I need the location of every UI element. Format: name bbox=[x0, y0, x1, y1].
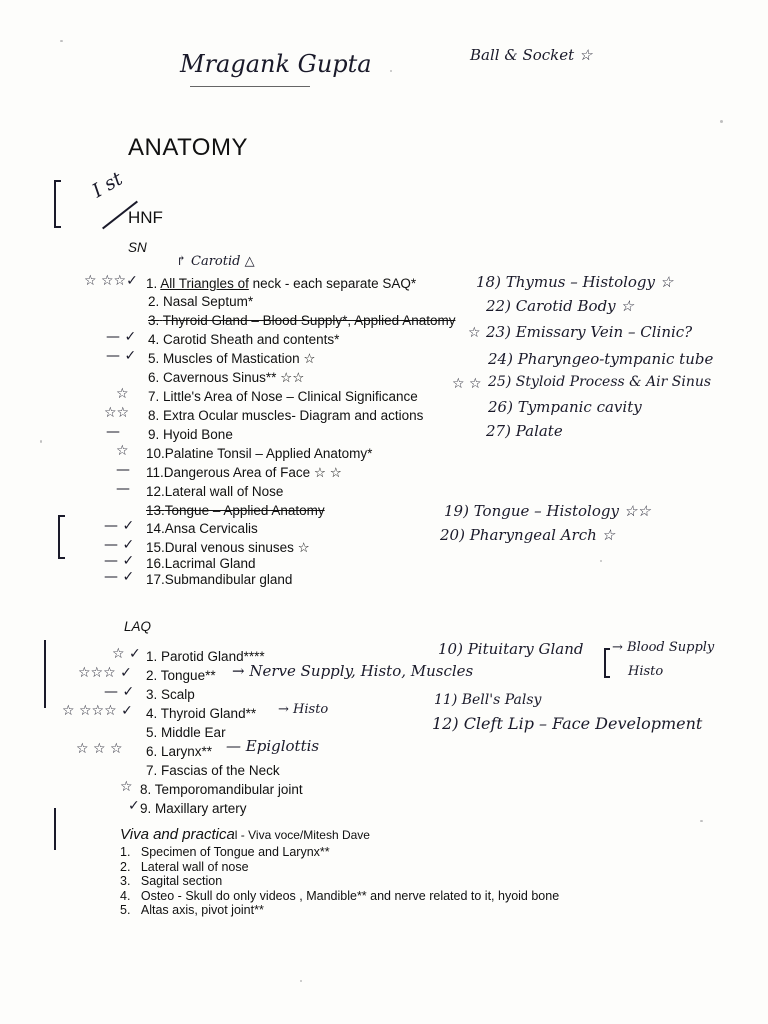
laq-item-number: 8. bbox=[140, 782, 152, 797]
hand-note-18: 18) Thymus – Histology ☆ bbox=[476, 273, 674, 291]
laq-item-4-note: → Histo bbox=[278, 702, 329, 717]
laq-item-8-marks: ☆ bbox=[120, 779, 133, 795]
sn-item-12 bbox=[146, 484, 283, 499]
sn-item-number: 17. bbox=[146, 572, 165, 587]
laq-item-8 bbox=[140, 782, 303, 797]
sn-item-number: 14. bbox=[146, 521, 165, 536]
paper-speck bbox=[700, 820, 703, 822]
paper-speck bbox=[600, 560, 602, 562]
laq-item-number: 7. bbox=[146, 763, 158, 778]
laq-item-7 bbox=[146, 763, 280, 778]
viva-item-text: Sagital section bbox=[140, 874, 223, 888]
viva-item-number: 4. bbox=[120, 889, 131, 903]
sn-item-number: 10. bbox=[146, 446, 165, 461]
page-title: ANATOMY bbox=[128, 134, 248, 161]
hand-note-19: 19) Tongue – Histology ☆☆ bbox=[444, 502, 651, 520]
sn-item-text: Little's Area of Nose – Clinical Significance bbox=[163, 389, 418, 404]
laq-item-text: Parotid Gland**** bbox=[161, 649, 265, 664]
sn-item-4-marks: — ✓ bbox=[106, 329, 137, 345]
sn-item-text: Palatine Tonsil – Applied Anatomy* bbox=[164, 446, 373, 461]
subject-heading: HNF bbox=[128, 208, 163, 227]
sn-item-7-marks: ☆ bbox=[116, 386, 129, 402]
sn-item-text: Lateral wall of Nose bbox=[164, 484, 284, 499]
sn-item-rest: neck - each separate SAQ* bbox=[248, 276, 417, 291]
sn-item-number: 9. bbox=[148, 427, 160, 442]
hand-note-23: 23) Emissary Vein – Clinic? bbox=[486, 323, 693, 341]
sn-item-12-marks: — bbox=[116, 481, 130, 497]
laq-item-number: 4. bbox=[146, 706, 158, 721]
hand-note-10-histo: Histo bbox=[628, 664, 664, 679]
sn-item-number: 12. bbox=[146, 484, 165, 499]
sn-item-7 bbox=[148, 389, 418, 404]
sn-item-text: Extra Ocular muscles- Diagram and actions bbox=[163, 408, 424, 423]
laq-item-4 bbox=[146, 706, 256, 721]
sn-item-text: Carotid Sheath and contents* bbox=[163, 332, 340, 347]
top-right-note: Ball & Socket ☆ bbox=[470, 46, 593, 64]
hand-note-22: 22) Carotid Body ☆ bbox=[486, 297, 634, 315]
laq-item-text: Temporomandibular joint bbox=[154, 782, 303, 797]
laq-item-2-note: → Nerve Supply, Histo, Muscles bbox=[232, 662, 474, 680]
hand-note-20: 20) Pharyngeal Arch ☆ bbox=[440, 526, 615, 544]
left-bracket bbox=[54, 808, 61, 850]
hand-mark-25: ☆ ☆ bbox=[452, 376, 482, 392]
carotid-note: ↱ Carotid △ bbox=[176, 254, 255, 269]
hand-note-26: 26) Tympanic cavity bbox=[488, 398, 642, 416]
laq-item-text: Scalp bbox=[161, 687, 195, 702]
viva-item-2 bbox=[120, 860, 249, 874]
hand-note-27: 27) Palate bbox=[486, 422, 563, 440]
sn-heading: SN bbox=[128, 240, 147, 255]
laq-item-2 bbox=[146, 668, 216, 683]
laq-item-text: Middle Ear bbox=[161, 725, 226, 740]
paper-speck bbox=[60, 40, 63, 42]
hand-note-11: 11) Bell's Palsy bbox=[434, 692, 542, 708]
paper-speck bbox=[40, 440, 42, 443]
sn-item-16 bbox=[146, 556, 256, 571]
sn-item-number: 6. bbox=[148, 370, 160, 385]
viva-item-4 bbox=[120, 889, 559, 903]
hand-mark-23: ☆ bbox=[468, 325, 481, 341]
sn-item-number: 8. bbox=[148, 408, 160, 423]
hand-note-10: 10) Pituitary Gland bbox=[438, 640, 584, 658]
laq-item-number: 2. bbox=[146, 668, 158, 683]
sn-item-1 bbox=[146, 276, 416, 291]
sn-item-number: 3. bbox=[148, 313, 160, 328]
sn-item-8 bbox=[148, 408, 423, 423]
sn-item-text: Hyoid Bone bbox=[163, 427, 233, 442]
sn-item-text: Muscles of Mastication ☆ bbox=[163, 351, 316, 366]
hand-note-10-blood: → Blood Supply bbox=[612, 640, 715, 655]
viva-item-number: 5. bbox=[120, 903, 131, 917]
sn-item-text: Ansa Cervicalis bbox=[164, 521, 258, 536]
sn-item-17-marks: — ✓ bbox=[104, 569, 135, 585]
sn-item-number: 1. bbox=[146, 276, 158, 291]
sn-item-text: Dural venous sinuses ☆ bbox=[164, 540, 310, 555]
paper-speck bbox=[390, 70, 392, 72]
sn-item-15-marks: — ✓ bbox=[104, 537, 135, 553]
laq-item-6-marks: ☆ ☆ ☆ bbox=[76, 741, 123, 757]
hand-note-24: 24) Pharyngeo-tympanic tube bbox=[488, 350, 714, 368]
sn-item-text: Nasal Septum* bbox=[163, 294, 254, 309]
viva-item-text: Altas axis, pivot joint** bbox=[140, 903, 264, 917]
sn-item-4 bbox=[148, 332, 339, 347]
sn-item-1-marks: ☆ ☆☆✓ bbox=[84, 273, 138, 289]
sn-item-underlined: All Triangles of bbox=[160, 276, 249, 291]
sn-item-number: 13. bbox=[146, 503, 165, 518]
laq-item-text: Thyroid Gland** bbox=[160, 706, 257, 721]
viva-heading: Viva and practica bbox=[120, 826, 235, 843]
laq-item-text: Larynx** bbox=[161, 744, 213, 759]
laq-item-number: 5. bbox=[146, 725, 158, 740]
laq-item-4-marks: ☆ ☆☆☆ ✓ bbox=[62, 703, 133, 719]
viva-item-number: 1. bbox=[120, 845, 131, 859]
sn-item-text: Thyroid Gland – Blood Supply*, Applied Anatomy bbox=[162, 313, 456, 328]
viva-item-5 bbox=[120, 903, 264, 917]
sn-item-number: 15. bbox=[146, 540, 165, 555]
sn-item-16-marks: — ✓ bbox=[104, 553, 135, 569]
first-label: I st bbox=[88, 167, 127, 203]
viva-item-3 bbox=[120, 874, 222, 888]
laq-item-number: 1. bbox=[146, 649, 158, 664]
left-bracket bbox=[58, 515, 65, 559]
sn-item-11-marks: — bbox=[116, 462, 130, 478]
sn-item-number: 2. bbox=[148, 294, 160, 309]
sn-item-13 bbox=[146, 503, 325, 518]
small-bracket bbox=[604, 648, 610, 678]
sn-item-text: Submandibular gland bbox=[164, 572, 293, 587]
laq-item-1-marks: ☆ ✓ bbox=[112, 646, 141, 662]
sn-item-5 bbox=[148, 351, 315, 367]
sn-item-6 bbox=[148, 370, 304, 386]
paper-speck bbox=[300, 980, 302, 982]
sn-item-14-marks: — ✓ bbox=[104, 518, 135, 534]
hand-note-25: 25) Styloid Process & Air Sinus bbox=[488, 374, 712, 390]
sn-item-text: Tongue – Applied Anatomy bbox=[164, 503, 325, 518]
laq-item-6 bbox=[146, 744, 212, 759]
viva-item-number: 2. bbox=[120, 860, 131, 874]
sn-item-8-marks: ☆☆ bbox=[104, 405, 130, 421]
sn-item-number: 4. bbox=[148, 332, 160, 347]
laq-item-9-marks: ✓ bbox=[128, 798, 140, 814]
left-bracket bbox=[44, 640, 51, 708]
laq-heading: LAQ bbox=[124, 619, 152, 634]
laq-item-9 bbox=[140, 801, 247, 816]
viva-item-text: Specimen of Tongue and Larynx** bbox=[140, 845, 330, 859]
viva-item-text: Osteo - Skull do only videos , Mandible** and nerve related to it, hyoid bone bbox=[140, 889, 560, 903]
sn-item-15 bbox=[146, 540, 310, 556]
author-name: Mragank Gupta bbox=[180, 50, 372, 78]
laq-item-3 bbox=[146, 687, 195, 702]
sn-item-10-marks: ☆ bbox=[116, 443, 129, 459]
laq-item-text: Maxillary artery bbox=[155, 801, 247, 816]
sn-item-10 bbox=[146, 446, 372, 461]
sn-item-9 bbox=[148, 427, 233, 442]
viva-item-number: 3. bbox=[120, 874, 131, 888]
paper-speck bbox=[720, 120, 723, 123]
sn-item-number: 7. bbox=[148, 389, 160, 404]
laq-item-3-marks: — ✓ bbox=[104, 684, 135, 700]
laq-item-5 bbox=[146, 725, 226, 740]
laq-item-6-note: — Epiglottis bbox=[226, 737, 320, 755]
sn-item-text: Lacrimal Gland bbox=[164, 556, 256, 571]
hand-note-12: 12) Cleft Lip – Face Development bbox=[432, 714, 703, 733]
viva-heading-row bbox=[120, 826, 370, 844]
sn-item-number: 11. bbox=[146, 465, 164, 480]
left-bracket bbox=[54, 180, 61, 228]
laq-item-text: Tongue** bbox=[160, 668, 216, 683]
name-underline bbox=[190, 86, 310, 87]
laq-item-number: 9. bbox=[140, 801, 152, 816]
viva-item-text: Lateral wall of nose bbox=[140, 860, 249, 874]
sn-item-number: 5. bbox=[148, 351, 160, 366]
sn-item-text: Dangerous Area of Face ☆ ☆ bbox=[163, 465, 342, 480]
sn-item-number: 16. bbox=[146, 556, 165, 571]
laq-item-text: Fascias of the Neck bbox=[161, 763, 280, 778]
laq-item-number: 6. bbox=[146, 744, 158, 759]
viva-subheading: l - Viva voce/Mitesh Dave bbox=[234, 828, 370, 842]
sn-item-17 bbox=[146, 572, 292, 587]
sn-item-14 bbox=[146, 521, 258, 536]
laq-item-2-marks: ☆☆☆ ✓ bbox=[78, 665, 132, 681]
sn-item-text: Cavernous Sinus** ☆☆ bbox=[163, 370, 305, 385]
laq-item-number: 3. bbox=[146, 687, 158, 702]
sn-item-11 bbox=[146, 465, 342, 481]
sn-item-9-marks: — bbox=[106, 424, 120, 440]
viva-item-1 bbox=[120, 845, 330, 859]
sn-item-3 bbox=[148, 313, 455, 328]
sn-item-5-marks: — ✓ bbox=[106, 348, 137, 364]
sn-item-2 bbox=[148, 294, 253, 309]
